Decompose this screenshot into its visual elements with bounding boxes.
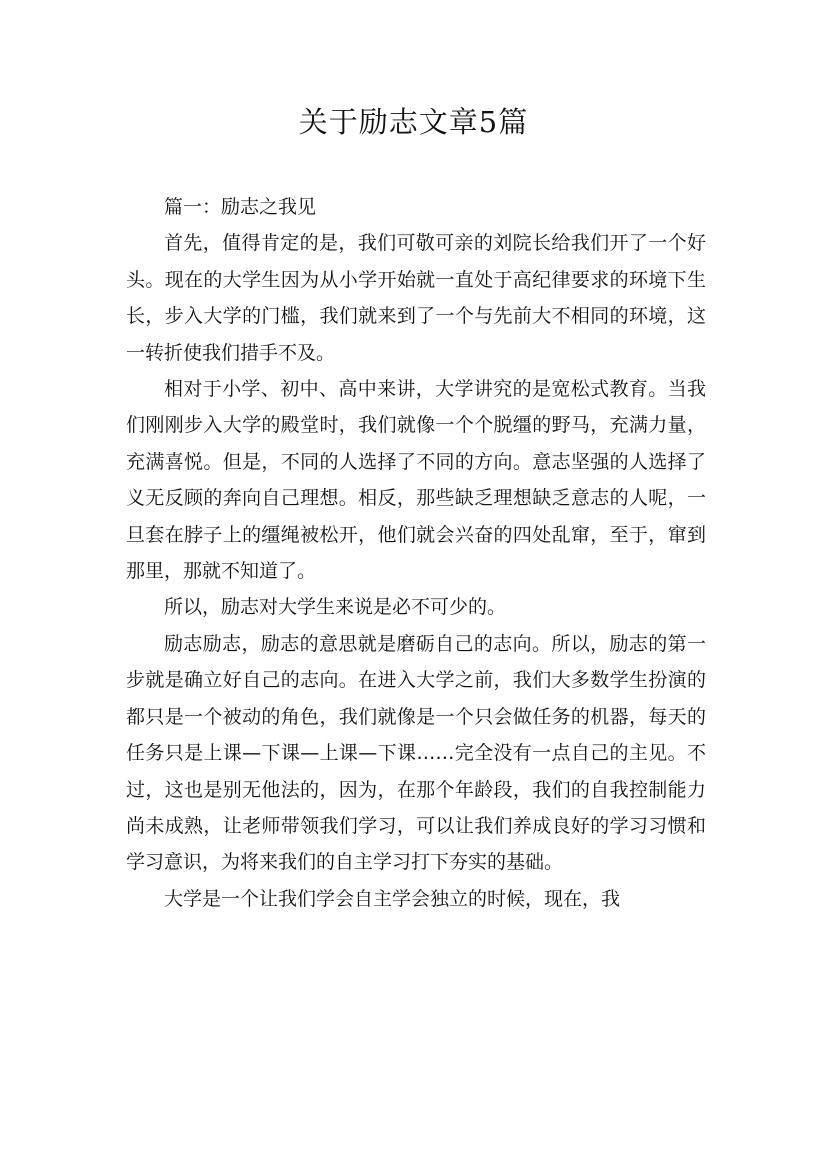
paragraph: 相对于小学、初中、高中来讲，大学讲究的是宽松式教育。当我们刚刚步入大学的殿堂时，我们就像一个个脱缰的野马，充满力量，充满喜悦。但是，不同的人选择了不同的方向。意志坚强的人选择了义无反顾的奔向自己理想。相反，那些缺乏理想缺乏意志的人呢，一旦套在脖子上的缰绳被松开，他们就会兴奋的四处乱窜，至于，窜到那里，那就不知道了。 <box>126 378 706 583</box>
paragraph: 所以，励志对大学生来说是必不可少的。 <box>164 596 507 619</box>
document-title: 关于励志文章5篇 <box>298 105 529 139</box>
paragraph: 励志励志，励志的意思就是磨砺自己的志向。所以，励志的第一步就是确立好自己的志向。在进入大学之前，我们大多数学生扮演的都只是一个被动的角色，我们就像是一个只会做任务的机器，每天的任务只是上课—下课—上课—下课……完全没有一点自己的主见。不过，这也是别无他法的，因为，在那个年龄段，我们的自我控制能力尚未成熟，让老师带领我们学习，可以让我们养成良好的学习习惯和学习意识，为将来我们的自主学习打下夯实的基础。 <box>126 632 706 874</box>
paragraph-section-heading: 篇一：励志之我见 <box>164 196 317 218</box>
document-body <box>126 189 706 917</box>
paragraph: 首先，值得肯定的是，我们可敬可亲的刘院长给我们开了一个好头。现在的大学生因为从小学开始就一直处于高纪律要求的环境下生长，步入大学的门槛，我们就来到了一个与先前大不相同的环境，这一转折使我们措手不及。 <box>126 232 706 364</box>
paragraph: 大学是一个让我们学会自主学会独立的时候，现在，我 <box>164 887 621 910</box>
